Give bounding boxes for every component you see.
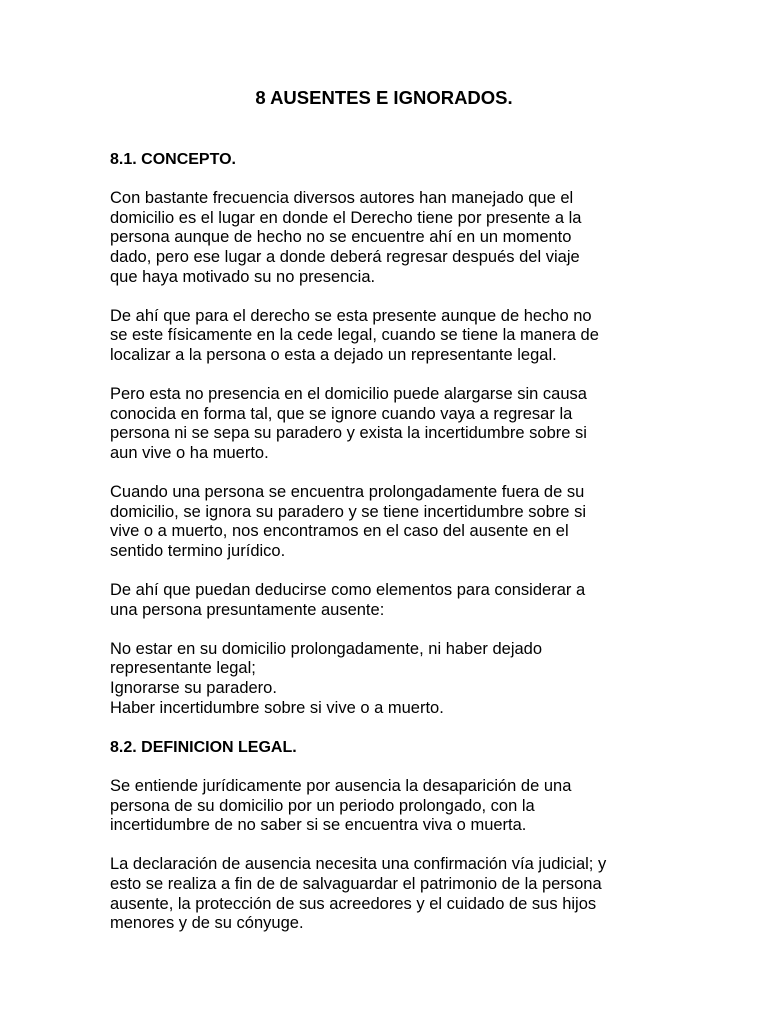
text-line: ausente, la protección de sus acreedores y el cuidado de sus hijos xyxy=(110,894,597,913)
paragraph xyxy=(110,855,670,933)
text-line: una persona presuntamente ausente: xyxy=(110,600,385,619)
section-heading: 8.2. DEFINICION LEGAL. xyxy=(110,738,297,756)
paragraph xyxy=(110,640,670,718)
text-line: No estar en su domicilio prolongadamente, ni haber dejado xyxy=(110,639,543,658)
text-line: menores y de su cónyuge. xyxy=(110,914,304,933)
section-heading: 8.1. CONCEPTO. xyxy=(110,151,236,168)
paragraph xyxy=(110,777,670,836)
text-line: vive o a muerto, nos encontramos en el caso del ausente en el xyxy=(110,522,569,541)
paragraph xyxy=(110,385,670,463)
text-line: incertidumbre de no saber si se encuentra viva o muerta. xyxy=(110,816,527,835)
text-line: domicilio es el lugar en donde el Derecho tiene por presente a la xyxy=(110,208,582,227)
document-title: 8 AUSENTES E IGNORADOS. xyxy=(255,87,513,108)
text-line: representante legal; xyxy=(110,659,256,678)
text-line: Ignorarse su paradero. xyxy=(110,679,277,698)
text-line: Con bastante frecuencia diversos autores han manejado que el xyxy=(110,189,574,208)
text-line: persona de su domicilio por un periodo prolongado, con la xyxy=(110,796,535,815)
text-line: esto se realiza a fin de de salvaguardar el patrimonio de la persona xyxy=(110,874,602,893)
text-line: dado, pero ese lugar a donde deberá regresar después del viaje xyxy=(110,247,580,266)
paragraph xyxy=(110,483,670,561)
text-line: Cuando una persona se encuentra prolongadamente fuera de su xyxy=(110,483,585,502)
text-line: localizar a la persona o esta a dejado un representante legal. xyxy=(110,345,557,364)
paragraph xyxy=(110,581,670,620)
text-line: persona ni se sepa su paradero y exista la incertidumbre sobre si xyxy=(110,424,587,443)
text-line: De ahí que puedan deducirse como elementos para considerar a xyxy=(110,581,586,600)
text-line: Haber incertidumbre sobre si vive o a muerto. xyxy=(110,698,444,717)
text-line: conocida en forma tal, que se ignore cuando vaya a regresar la xyxy=(110,404,573,423)
text-line: La declaración de ausencia necesita una confirmación vía judicial; y xyxy=(110,855,607,874)
text-line: Se entiende jurídicamente por ausencia la desaparición de una xyxy=(110,777,572,795)
text-line: se este físicamente en la cede legal, cuando se tiene la manera de xyxy=(110,326,599,345)
text-line: aun vive o ha muerto. xyxy=(110,443,269,462)
document-body xyxy=(110,150,670,953)
text-line: De ahí que para el derecho se esta presente aunque de hecho no xyxy=(110,306,592,325)
text-line: sentido termino jurídico. xyxy=(110,541,286,560)
text-line: Pero esta no presencia en el domicilio puede alargarse sin causa xyxy=(110,385,587,404)
text-line: persona aunque de hecho no se encuentre ahí en un momento xyxy=(110,228,572,247)
paragraph xyxy=(110,307,670,366)
text-line: que haya motivado su no presencia. xyxy=(110,267,376,286)
paragraph xyxy=(110,189,670,287)
text-line: domicilio, se ignora su paradero y se tiene incertidumbre sobre si xyxy=(110,502,586,521)
